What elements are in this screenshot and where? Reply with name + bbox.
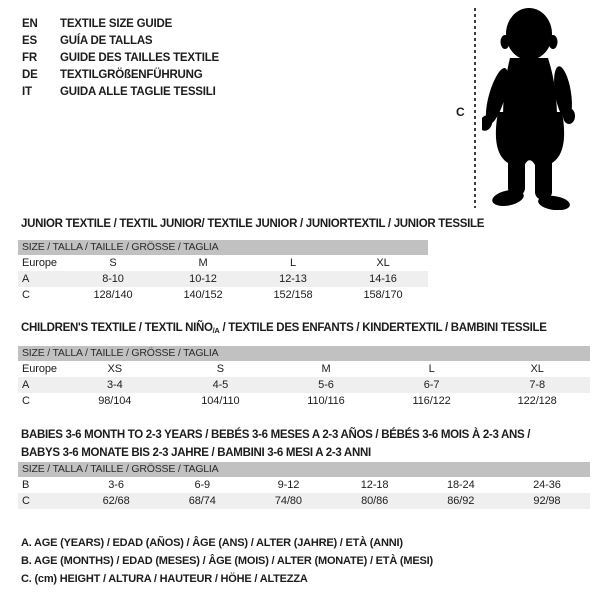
size-cell: 116/122 bbox=[412, 395, 451, 407]
row-label: C bbox=[22, 495, 30, 507]
legend-line-b: B. AGE (MONTHS) / EDAD (MESES) / ÂGE (MOIS) / ALTER (MONATE) / ETÀ (MESI) bbox=[21, 555, 433, 567]
row-label: Europe bbox=[22, 257, 57, 269]
size-cell: XS bbox=[107, 363, 123, 375]
language-row bbox=[22, 33, 442, 50]
legend-line-c: C. (cm) HEIGHT / ALTURA / HAUTEUR / HÖHE / ALTEZZA bbox=[21, 573, 308, 585]
language-title: TEXTILGRÖßENFÜHRUNG bbox=[60, 69, 203, 81]
size-cell: 104/110 bbox=[201, 395, 240, 407]
size-cell: 74/80 bbox=[274, 495, 302, 507]
babies-size-table bbox=[18, 462, 590, 509]
size-cell: 9-12 bbox=[277, 479, 300, 491]
size-cell: 122/128 bbox=[517, 395, 557, 407]
language-title: TEXTILE SIZE GUIDE bbox=[60, 18, 173, 30]
size-cell: L bbox=[289, 257, 297, 269]
size-cell: 8-10 bbox=[102, 273, 124, 285]
size-cell: 18-24 bbox=[446, 479, 475, 491]
babies-table-title bbox=[21, 426, 530, 462]
height-measure-label: C bbox=[456, 105, 465, 119]
language-row bbox=[22, 67, 442, 84]
row-label: A bbox=[22, 379, 30, 391]
language-code: FR bbox=[22, 52, 37, 64]
size-cell: 3-4 bbox=[106, 379, 123, 391]
language-title: GUÍA DE TALLAS bbox=[60, 35, 153, 47]
size-header-bar: SIZE / TALLA / TAILLE / GRÖSSE / TAGLIA bbox=[18, 462, 590, 477]
row-label: Europe bbox=[22, 363, 57, 375]
size-header-bar: SIZE / TALLA / TAILLE / GRÖSSE / TAGLIA bbox=[18, 240, 428, 255]
size-cell: 6-7 bbox=[423, 379, 440, 391]
language-row bbox=[22, 16, 442, 33]
language-code: ES bbox=[22, 35, 37, 47]
size-cell: 5-6 bbox=[318, 379, 334, 391]
size-cell: S bbox=[109, 257, 117, 269]
row-label: C bbox=[22, 289, 30, 301]
table-row bbox=[18, 255, 428, 271]
language-row bbox=[22, 84, 442, 101]
language-code: DE bbox=[22, 69, 38, 81]
size-cell: 158/170 bbox=[363, 289, 403, 301]
babies-title-line1: BABIES 3-6 MONTH TO 2-3 YEARS / BEBÉS 3-6 MESES A 2-3 AÑOS / BÉBÉS 3-6 MOIS À 2-3 ANS / bbox=[21, 429, 531, 441]
row-label: A bbox=[22, 273, 30, 285]
size-cell: 98/104 bbox=[98, 395, 132, 407]
size-cell: 24-36 bbox=[533, 479, 561, 491]
language-title-block bbox=[22, 16, 442, 101]
language-code: EN bbox=[22, 18, 38, 30]
size-cell: 7-8 bbox=[529, 379, 545, 391]
junior-size-table bbox=[18, 240, 428, 303]
size-cell: S bbox=[216, 363, 225, 375]
table-row bbox=[18, 377, 590, 393]
size-cell: XL bbox=[530, 363, 544, 375]
size-cell: 110/116 bbox=[307, 395, 345, 407]
size-cell: 80/86 bbox=[361, 495, 389, 507]
size-cell: L bbox=[428, 363, 435, 375]
language-title: GUIDA ALLE TAGLIE TESSILI bbox=[60, 86, 216, 98]
size-cell: 152/158 bbox=[273, 289, 313, 301]
legend bbox=[21, 534, 433, 588]
size-header-bar: SIZE / TALLA / TAILLE / GRÖSSE / TAGLIA bbox=[18, 346, 590, 361]
size-cell: 4-5 bbox=[212, 379, 229, 391]
size-cell: 14-16 bbox=[369, 273, 397, 285]
language-code: IT bbox=[22, 86, 32, 98]
table-row bbox=[18, 493, 590, 509]
babies-title-line2: BABYS 3-6 MONATE BIS 2-3 JAHRE / BAMBINI 3-6 MESI A 2-3 ANNI bbox=[21, 447, 371, 459]
size-cell: 62/68 bbox=[102, 495, 130, 507]
size-cell: 86/92 bbox=[447, 495, 475, 507]
size-cell: 10-12 bbox=[189, 273, 217, 285]
size-cell: M bbox=[198, 257, 208, 269]
language-title: GUIDE DES TAILLES TEXTILE bbox=[60, 52, 219, 64]
size-cell: 92/98 bbox=[533, 495, 561, 507]
row-label: C bbox=[22, 395, 30, 407]
language-row bbox=[22, 50, 442, 67]
children-table-title: CHILDREN'S TEXTILE / TEXTIL $NIÑO_{/A}$ / TEXTILE DES ENFANTS / KINDERTEXTIL / BAMBINI TESSILE bbox=[21, 322, 547, 335]
size-cell: 12-13 bbox=[279, 273, 307, 285]
baby-silhouette-icon bbox=[482, 6, 582, 210]
legend-line-a: A. AGE (YEARS) / EDAD (AÑOS) / ÂGE (ANS) / ALTER (JAHRE) / ETÀ (ANNI) bbox=[21, 537, 403, 549]
junior-table-title: JUNIOR TEXTILE / TEXTIL JUNIOR/ TEXTILE JUNIOR / JUNIORTEXTIL / JUNIOR TESSILE bbox=[21, 218, 485, 230]
size-cell: 12-18 bbox=[360, 479, 389, 491]
children-size-table bbox=[18, 346, 590, 409]
size-cell: 6-9 bbox=[194, 479, 211, 491]
size-cell: M bbox=[321, 363, 331, 375]
table-row bbox=[18, 361, 590, 377]
size-cell: 68/74 bbox=[188, 495, 216, 507]
row-label: B bbox=[22, 479, 30, 491]
height-measure-dotted-line bbox=[474, 8, 476, 208]
table-row bbox=[18, 271, 428, 287]
table-row bbox=[18, 287, 428, 303]
size-cell: 140/152 bbox=[183, 289, 223, 301]
title-subscript: /A bbox=[212, 326, 220, 335]
table-row bbox=[18, 393, 590, 409]
size-cell: XL bbox=[376, 257, 390, 269]
size-cell: 3-6 bbox=[108, 479, 124, 491]
size-cell: 128/140 bbox=[93, 289, 133, 301]
table-row bbox=[18, 477, 590, 493]
